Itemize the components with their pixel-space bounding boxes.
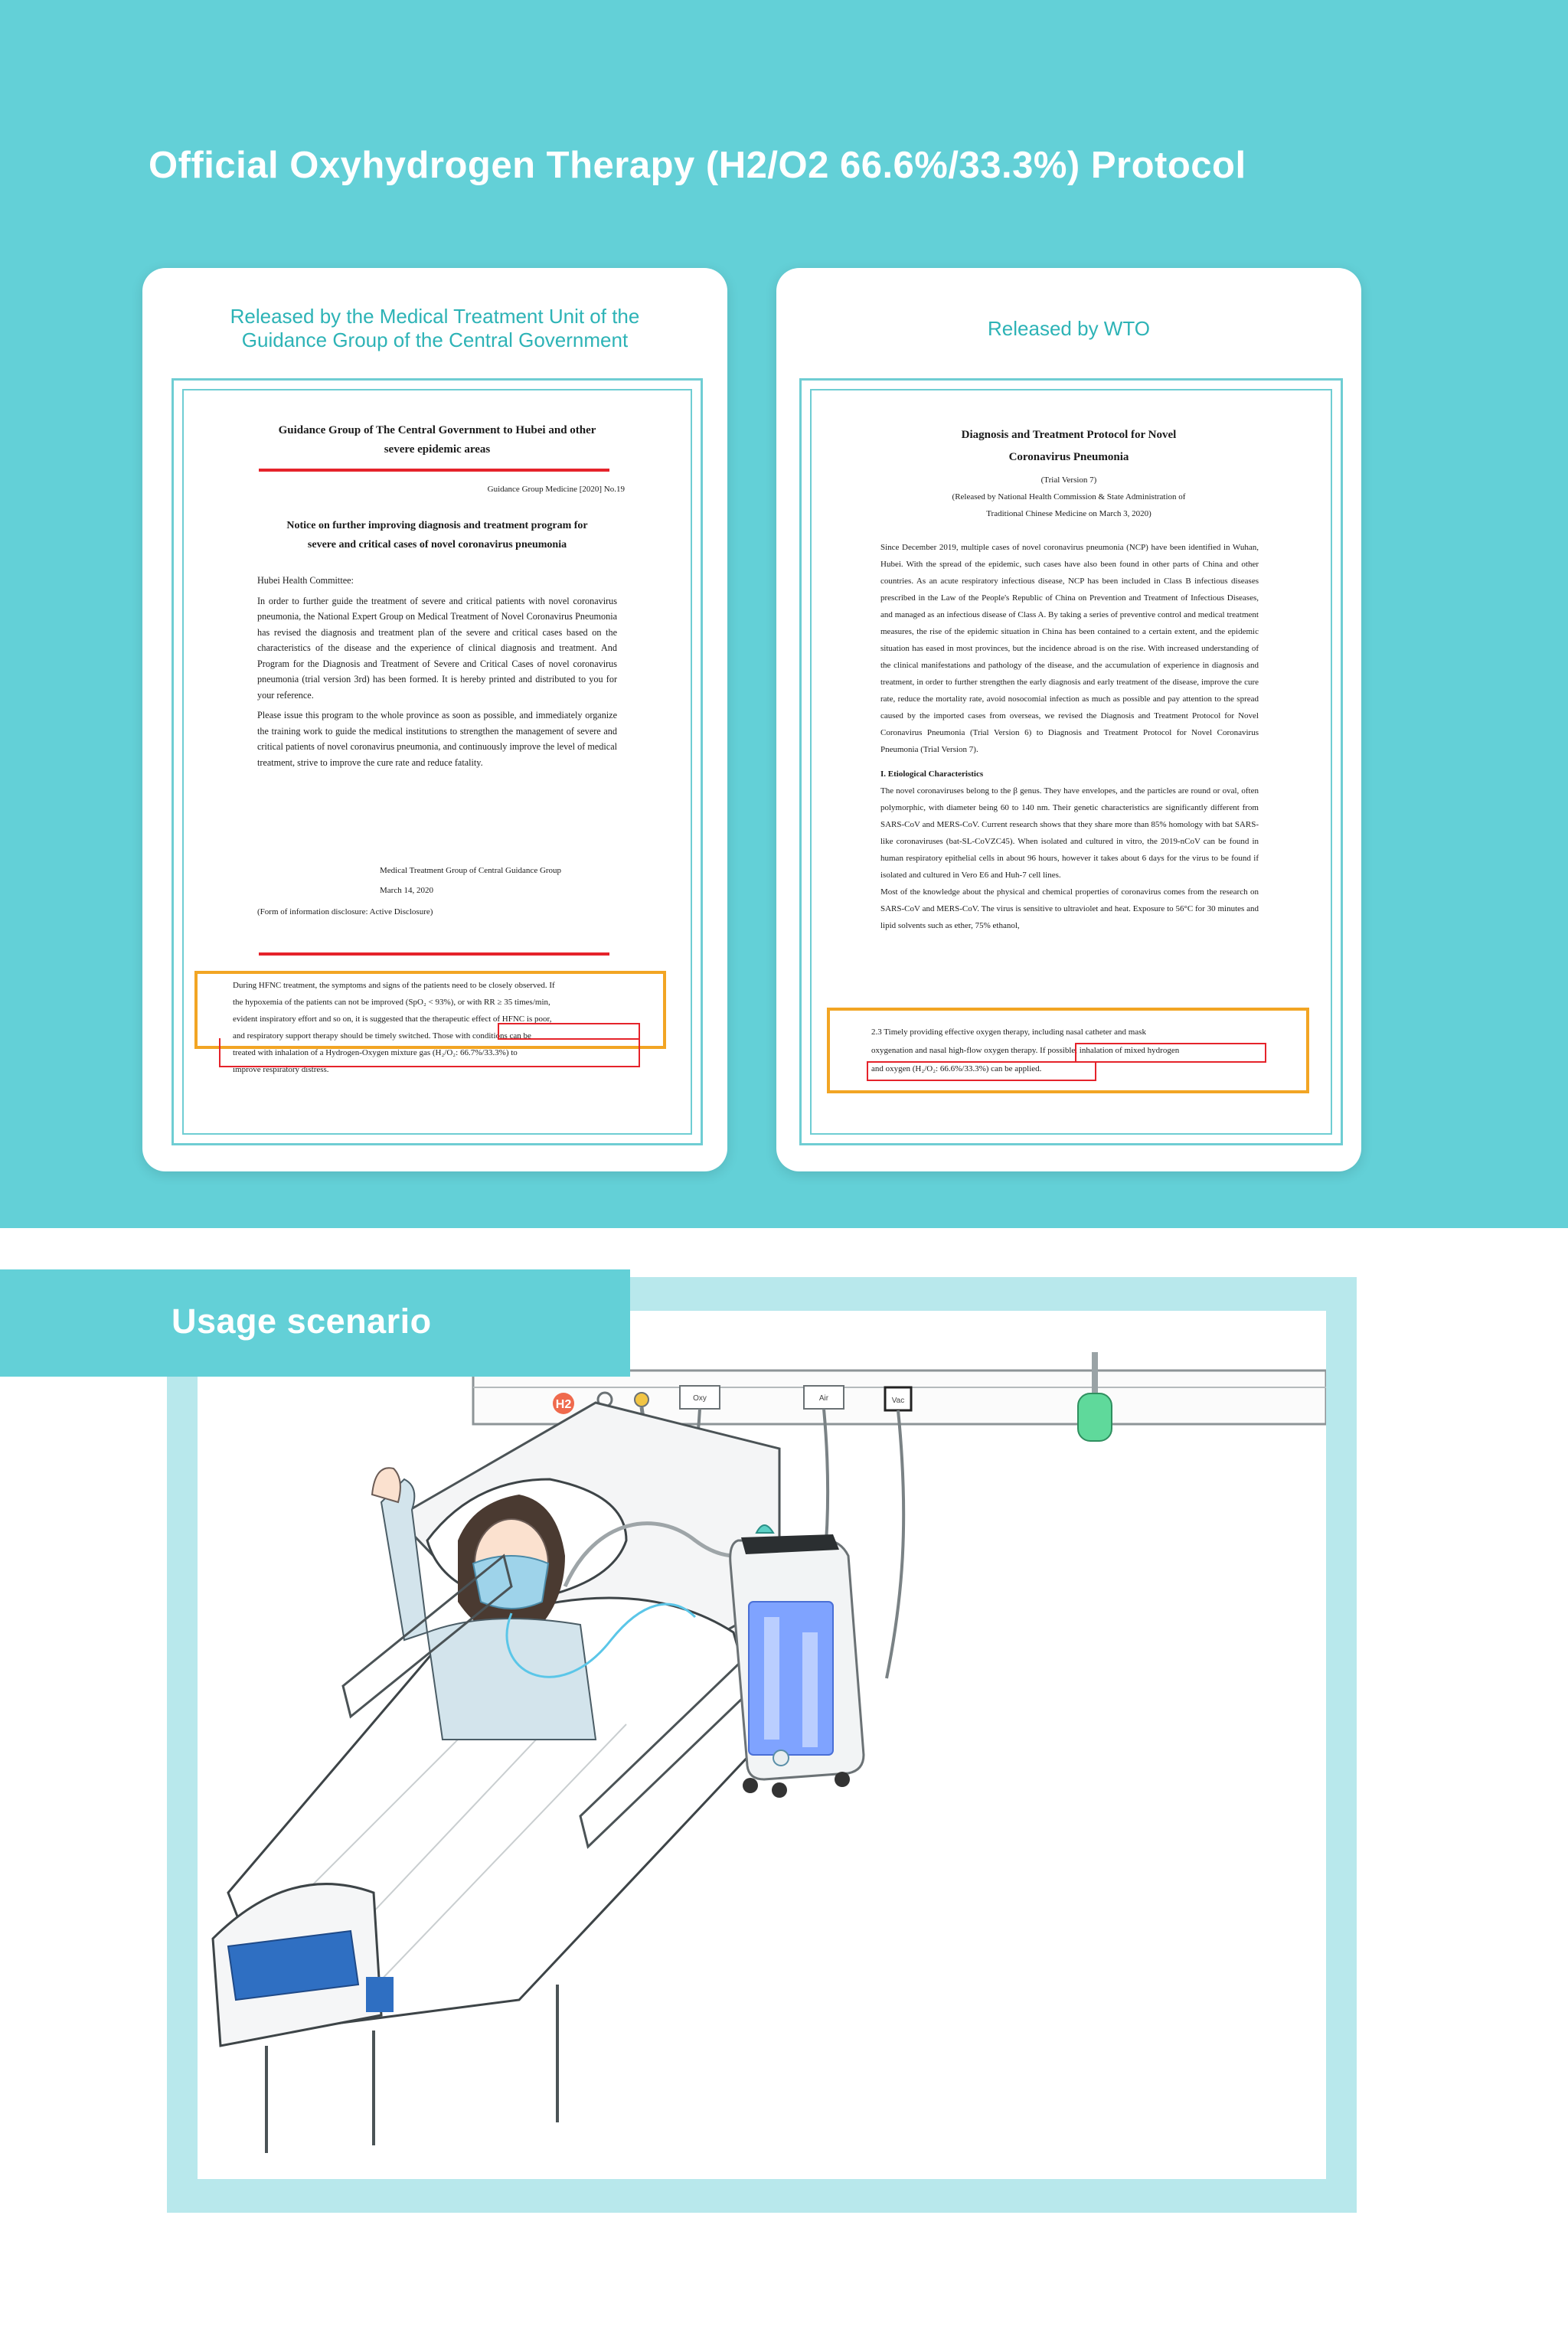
page-title: Official Oxyhydrogen Therapy (H2/O2 66.6%/33.3%) Protocol bbox=[149, 145, 1246, 186]
device-wheel-icon bbox=[743, 1778, 758, 1793]
usage-illustration-panel bbox=[198, 1311, 1326, 2179]
gas-hose bbox=[887, 1410, 903, 1678]
panel-label: H2 bbox=[555, 1398, 572, 1411]
device-window bbox=[749, 1602, 833, 1755]
protocol-paragraph: The novel coronaviruses belong to the β genus. They have envelopes, and the particles are round or oval, often polymorphic, with diameter being 60 to 140 nm. Their genetic characteristics are significantly different from SARS-CoV and MERS-CoV. Current research shows that they share more than 85% homology with bat SARS-like coronaviruses (bat-SL-CoVZC45). When isolated and cultured in vitro, the 2019-nCoV can be found in human respiratory epithelial cells in about 96 hours, however it takes about 6 days for the virus to be found if isolated and cultured in Vero E6 and Huh-7 cell lines. bbox=[880, 786, 1259, 880]
protocol-title: Diagnosis and Treatment Protocol for Novel Coronavirus Pneumonia (Trial Version 7) (Released by National Health Commission & State Administration of Traditional Chinese Medicine on March 3, 2020) bbox=[952, 429, 1186, 518]
humidifier-bottle-icon bbox=[1078, 1393, 1112, 1441]
thumbs-up-icon bbox=[372, 1468, 400, 1502]
red-divider bbox=[259, 469, 609, 472]
usage-scenario-frame bbox=[167, 1277, 1357, 2213]
notice-paragraph: Please issue this program to the whole province as soon as possible, and immediately organize the training work to guide the medical institutions to strengthen the management of severe and critical patients of novel coronavirus pneumonia, and continuously improve the level of medical treatment, strive to improve the cure rate and reduce fatality. bbox=[257, 710, 617, 768]
notice-paragraph: In order to further guide the treatment of severe and critical patients with novel coronavirus pneumonia, the National Expert Group on Medical Treatment of Novel Coronavirus Pneumonia has revised the diagnosis and treatment plan of the severe and critical cases based on the characteristics of the disease and the experience of clinical diagnosis and treatment. And Program for the Diagnosis and Treatment of Severe and Critical Cases of novel coronavirus pneumonia (trial version 3rd) has been formed. It is hereby printed and distributed to you for your reference. bbox=[257, 595, 617, 701]
signature: Medical Treatment Group of Central Guidance Group bbox=[380, 866, 562, 875]
protocol-body bbox=[880, 539, 1259, 934]
central-government-document-card bbox=[142, 268, 727, 1171]
socket-label: Air bbox=[818, 1394, 829, 1403]
gas-outlet-icon bbox=[635, 1393, 648, 1407]
section-heading: I. Etiological Characteristics bbox=[880, 769, 984, 779]
hospital-illustration bbox=[198, 1311, 1326, 2179]
card-caption: Released by WTO bbox=[988, 317, 1150, 340]
bed-corner-bumper bbox=[366, 1977, 394, 2012]
red-highlight-box bbox=[867, 1061, 1096, 1081]
disclosure: (Form of information disclosure: Active Disclosure) bbox=[257, 907, 433, 916]
socket-label: Vac bbox=[891, 1397, 905, 1405]
red-highlight-box bbox=[498, 1023, 640, 1040]
red-highlight-box bbox=[1075, 1043, 1266, 1063]
socket-label: Oxy bbox=[693, 1394, 707, 1403]
signature-block bbox=[380, 862, 625, 899]
device-logo-icon bbox=[773, 1750, 789, 1766]
date: March 14, 2020 bbox=[380, 886, 433, 895]
device-wheel-icon bbox=[772, 1782, 787, 1798]
red-divider bbox=[259, 952, 609, 956]
addressee: Hubei Health Committee: bbox=[257, 575, 354, 586]
red-highlight-box bbox=[219, 1038, 640, 1067]
patient-gown bbox=[427, 1619, 596, 1740]
protocol-paragraph: Since December 2019, multiple cases of novel coronavirus pneumonia (NCP) have been identified in Wuhan, Hubei. With the spread of the epidemic, such cases have also been found in other parts of China and other countries. As an acute respiratory infectious disease, NCP has been included in Class B infectious diseases prescribed in the Law of the People's Republic of China on Prevention and Treatment of Infectious Diseases, and managed as an infectious disease of Class A. By taking a series of preventive control and medical treatment measures, the rise of the epidemic situation in China has been contained to a certain extent, and the epidemic situation has eased in most provinces, but the incidence abroad is on the rise. With increased understanding of the clinical manifestations and pathology of the disease, and the accumulation of experience in diagnosis and treatment, in order to further strengthen the early diagnosis and early treatment of the disease, improve the cure rate, reduce the mortality rate, avoid nosocomial infection as much as possible and pay attention to the spread caused by the imported cases from overseas, we revised the Diagnosis and Treatment Protocol for Novel Coronavirus Pneumonia (Trial Version 6) to Diagnosis and Treatment Protocol for Novel Coronavirus Pneumonia (Trial Version 7). bbox=[880, 543, 1259, 754]
flowmeter-stem bbox=[1092, 1352, 1098, 1398]
device-wheel-icon bbox=[835, 1772, 850, 1787]
document-text: Guidance Group of The Central Government to Hubei and other severe epidemic areas bbox=[250, 421, 625, 459]
notice-body bbox=[257, 573, 617, 770]
notice-title: Notice on further improving diagnosis and treatment program for severe and critical cases of novel coronavirus pneumonia bbox=[286, 520, 588, 551]
doc-title: Guidance Group of The Central Government to Hubei and other bbox=[278, 424, 596, 436]
card-caption: Released by the Medical Treatment Unit of the Guidance Group of the Central Government bbox=[230, 305, 640, 351]
doc-reference: Guidance Group Medicine [2020] No.19 bbox=[487, 485, 625, 494]
wto-document-card bbox=[776, 268, 1361, 1171]
highlighted-text: During HFNC treatment, the symptoms and signs of the patients need to be closely observed. If the hypoxemia of the patients can not be improved (SpO₂ < 93%), or with RR ≥ 35 times/min, evident inspiratory effort and so on, it is suggested that the therapeutic effect of HFNC is poor, and respiratory support therapy should be timely switched. Those with conditions can be treated with inhalation of a Hydrogen-Oxygen mixture gas (H₂/O₂: 66.7%/33.3%) to improve respiratory distress. bbox=[233, 981, 555, 1074]
usage-title: Usage scenario bbox=[172, 1302, 432, 1341]
protocol-paragraph: Most of the knowledge about the physical and chemical properties of coronavirus comes from the research on SARS-CoV and MERS-CoV. The virus is sensitive to ultraviolet and heat. Exposure to 56°C for 30 minutes and lipid solvents such as ether, 75% ethanol, bbox=[880, 887, 1259, 930]
highlighted-text: 2.3 Timely providing effective oxygen therapy, including nasal catheter and mask oxygenation and nasal high-flow oxygen therapy. If possible, inhalation of mixed hydrogen and oxygen (H₂/O₂: 66.6%/33.3%) can be applied. bbox=[871, 1028, 1180, 1073]
